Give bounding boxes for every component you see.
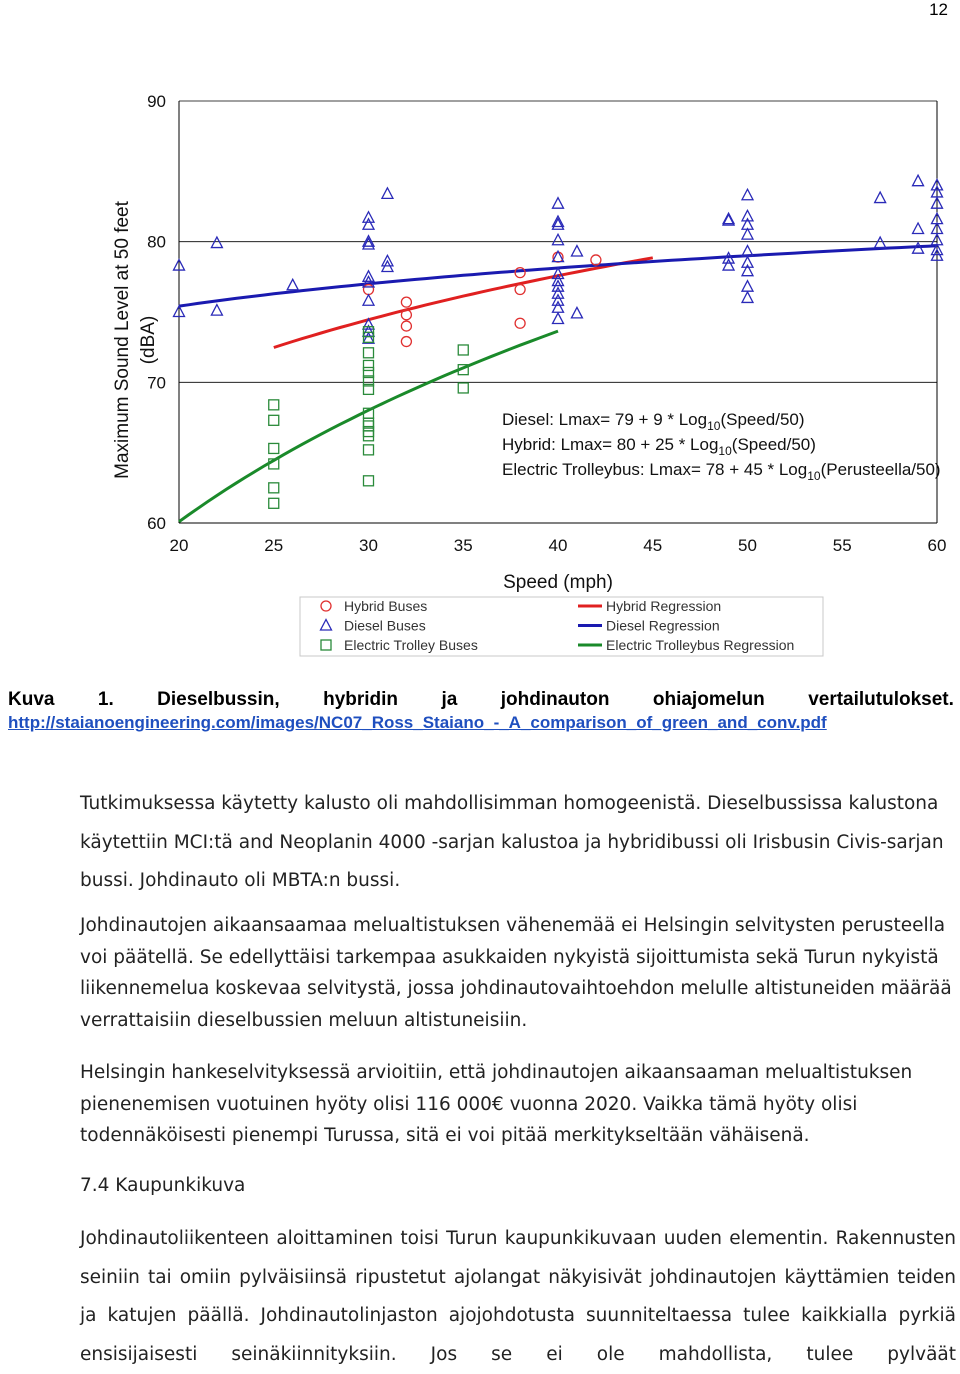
data-point xyxy=(269,498,279,508)
data-point xyxy=(571,246,582,257)
y-tick-label: 80 xyxy=(147,232,166,252)
x-tick-label: 20 xyxy=(169,536,189,555)
data-point xyxy=(742,189,753,200)
data-point xyxy=(553,198,564,209)
chart-legend xyxy=(300,597,823,656)
caption-number: 1. xyxy=(97,689,114,710)
y-axis-label-line2: (dBA) xyxy=(138,315,159,365)
data-point xyxy=(515,268,525,278)
section-heading: 7.4 Kaupunkikuva xyxy=(80,1175,246,1196)
data-point xyxy=(571,307,582,318)
data-point xyxy=(364,284,374,294)
legend-label: Diesel Regression xyxy=(606,617,720,634)
x-tick-label: 35 xyxy=(453,536,473,555)
y-tick-label: 70 xyxy=(147,373,166,393)
data-point xyxy=(269,415,279,425)
data-point xyxy=(913,223,924,234)
data-point xyxy=(553,313,564,324)
paragraph-text: Johdinautoliikenteen aloittaminen toisi Turun kaupunkikuvaan uuden elementin. Rakennusten seiniin tai omiin pylväisiinsä ripustetut ajolangat näkyisivät johdinautojen käyttämien teiden ja katujen päällä. Johdinautolinjaston ajojohdotusta suunniteltaessa tulee kaikkialla pyrkiä ensisijaisesti seinäkiinnityksiin. Jos se ei ole mahdollista, tulee pylväät xyxy=(80,1228,956,1365)
x-tick-label: 25 xyxy=(264,536,284,555)
data-point xyxy=(458,383,468,393)
caption-word: vertailutulokset. xyxy=(808,689,954,710)
caption-label: Kuva xyxy=(8,689,55,710)
legend-label: Hybrid Regression xyxy=(606,598,722,614)
caption-word: Dieselbussin, xyxy=(157,689,280,710)
data-point xyxy=(742,229,753,240)
data-point xyxy=(287,279,298,290)
caption-word: johdinauton xyxy=(500,689,610,710)
paragraph-cityscape xyxy=(80,1220,956,1374)
legend-label: Diesel Buses xyxy=(344,617,426,634)
caption-word: ja xyxy=(441,689,458,710)
paragraph-text: Johdinautojen aikaansaamaa melualtistuksen vähenemää ei Helsingin selvitysten perusteella voi päätellä. Se edellyttäisi tarkempaa asukkaiden nykyistä sijoittumista sekä Turun nykyistä liikennemelua koskevaa selvitystä, jossa johdinautovaihtoehdon melulle altistuneiden määrää verrattaisiin dieselbussien meluun altistuneisiin. xyxy=(80,915,952,1031)
data-point xyxy=(875,192,886,203)
caption-word: ohiajomelun xyxy=(652,689,765,710)
data-point xyxy=(364,360,374,370)
data-point xyxy=(553,234,564,245)
x-tick-label: 30 xyxy=(359,536,378,555)
legend-label: Electric Trolleybus Regression xyxy=(606,637,795,653)
regression-equation: Electric Trolleybus: Lmax= 78 + 45 * Log$_{10}$(Perusteella/50) xyxy=(502,460,941,483)
y-tick-label: 60 xyxy=(147,514,166,533)
data-point xyxy=(269,443,279,453)
regression-equation: Diesel: Lmax= 79 + 9 * Log$_{10}$(Speed/50) xyxy=(502,410,805,433)
data-point xyxy=(458,345,468,355)
regression-equation: Hybrid: Lmax= 80 + 25 * Log$_{10}$(Speed/50) xyxy=(502,435,816,458)
data-point xyxy=(364,431,374,441)
paragraph-text: Helsingin hankeselvityksessä arvioitiin, että johdinautojen aikaansaaman melualtistuksen pienenemisen vuotuinen hyöty olisi 116 000€ vuonna 2020. Vaikka tämä hyöty olisi todennäköisesti pienempi Turussa, sitä ei voi pitää merkitykseltään vähäisenä. xyxy=(80,1062,913,1146)
caption-line xyxy=(8,688,954,711)
data-point xyxy=(913,175,924,186)
paragraph-equipment xyxy=(80,785,956,901)
legend-label: Electric Trolley Buses xyxy=(344,637,478,653)
regression-line xyxy=(274,258,653,348)
data-point xyxy=(211,237,222,248)
data-point xyxy=(875,237,886,248)
data-point xyxy=(364,445,374,455)
regression-equations xyxy=(502,410,941,483)
data-point xyxy=(742,292,753,303)
data-point xyxy=(269,483,279,493)
legend-label: Hybrid Buses xyxy=(344,598,428,614)
data-point xyxy=(363,295,374,306)
data-point xyxy=(515,318,525,328)
caption-source-link[interactable]: http://staianoengineering.com/images/NC07_Ross_Staiano_-_A_comparison_of_green_and_conv.pdf xyxy=(8,713,827,732)
x-axis-label: Speed (mph) xyxy=(503,572,613,593)
data-point xyxy=(211,305,222,316)
x-tick-label: 55 xyxy=(832,536,852,555)
page-number: 12 xyxy=(929,0,948,19)
data-point xyxy=(364,348,374,358)
x-tick-label: 45 xyxy=(643,536,663,555)
data-point xyxy=(269,400,279,410)
x-tick-label: 40 xyxy=(548,536,568,555)
x-tick-label: 60 xyxy=(927,536,947,555)
caption-word: hybridin xyxy=(323,689,399,710)
data-point xyxy=(401,337,411,347)
y-tick-label: 90 xyxy=(147,92,166,111)
data-point xyxy=(401,321,411,331)
data-point xyxy=(591,255,601,265)
data-point xyxy=(363,212,374,223)
data-point xyxy=(742,281,753,292)
paragraph-benefit xyxy=(80,1057,956,1152)
sound-level-chart xyxy=(100,85,960,660)
paragraph-exposure xyxy=(80,910,956,1036)
figure-caption xyxy=(8,688,954,734)
axis-ticks xyxy=(147,92,946,555)
data-point xyxy=(382,188,393,199)
data-point xyxy=(515,284,525,294)
paragraph-text: Tutkimuksessa käytetty kalusto oli mahdollisimman homogeenistä. Dieselbussissa kalustona käytettiin MCI:tä and Neoplanin 4000 -sarjan kalustoa ja hybridibussi oli Irisbusin Civis-sarjan bussi. Johdinauto oli MBTA:n bussi. xyxy=(80,793,944,891)
y-axis-label-line1: Maximum Sound Level at 50 feet xyxy=(112,201,133,479)
data-point xyxy=(401,297,411,307)
x-tick-label: 50 xyxy=(738,536,757,555)
data-point xyxy=(364,476,374,486)
